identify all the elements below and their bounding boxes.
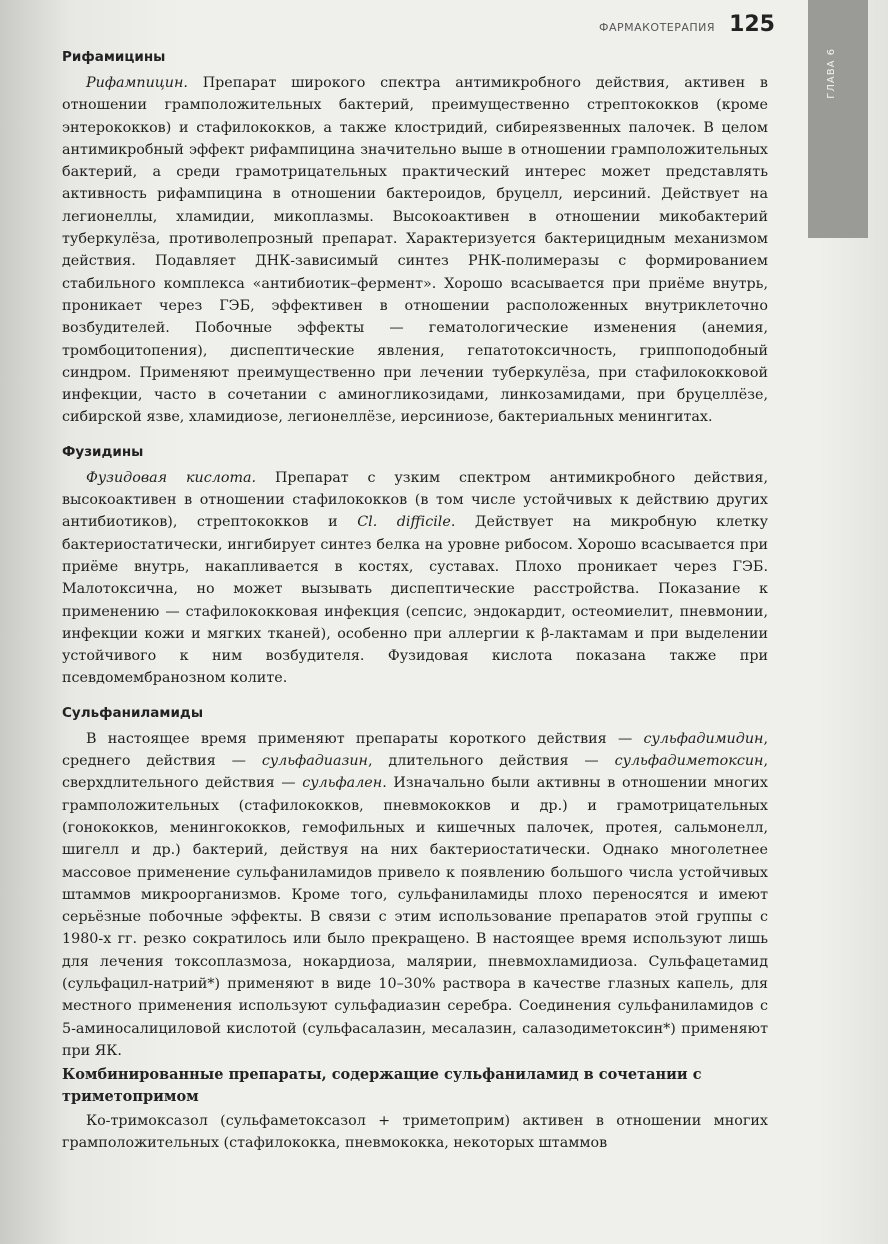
paragraph-rifampicin xyxy=(62,72,768,429)
paragraph-text: . Изначально были активны в отношении многих грамположительных (стафилококков, пневмококков и др.) и грамотрицательных (гонококков, менингококков, гемофильных и кишечных палочек, протея, сальмонелл, шигелл и др.) бактерий, действуя на них бактериостатически. Однако многолетнее массовое применение сульфаниламидов привело к появлению большого числа устойчивых штаммов микроорганизмов. Кроме того, сульфаниламиды плохо переносятся и имеют серьёзные побочные эффекты. В связи с этим использование препаратов этой группы с 1980-х гг. резко сократилось или было прекращено. В настоящее время используют лишь для лечения токсоплазмоза, нокардиоза, малярии, пневмохламидиоза. Сульфацетамид (сульфацил-натрий*) применяют в виде 10–30% раствора в качестве глазных капель, для местного применения используют сульфадиазин серебра. Соединения сульфаниламидов с 5-аминосалициловой кислотой (сульфасалазин, месалазин, салазодиметоксин*) применяют при ЯК. xyxy=(62,775,768,1059)
drug-name: сульфадиазин xyxy=(261,753,368,770)
page-content xyxy=(62,46,768,1155)
paragraph-text: , среднего действия — xyxy=(62,730,768,770)
drug-name: сульфадимидин xyxy=(643,730,764,747)
paragraph-text: В настоящее время применяют препараты короткого действия — xyxy=(86,730,644,747)
page-number: 125 xyxy=(729,12,775,37)
section-title-fusidines: Фузидины xyxy=(62,443,144,460)
paragraph-text: . Действует на микробную клетку бактериостатически, ингибирует синтез белка на уровне рибосом. Хорошо всасывается при приёме внутрь, накапливается в костях, суставах. Плохо проникает через ГЭБ. Малотоксична, но может вызывать диспептические расстройства. Показание к применению — стафилококковая инфекция (сепсис, эндокардит, остеомиелит, пневмонии, инфекции кожи и мягких тканей), особенно при аллергии к β-лактамам и при выделении устойчивого к ним возбудителя. Фузидовая кислота показана также при псевдомембранозном колите. xyxy=(62,514,769,687)
paragraph-co-trimoxazole: Ко-тримоксазол (сульфаметоксазол + триметоприм) активен в отношении многих грамположительных (стафилококка, пневмококка, некоторых штаммов xyxy=(62,1113,768,1152)
paragraph-text: Препарат с узким спектром антимикробного действия, высокоактивен в отношении стафилококков (в том числе устойчивых к действию других антибиотиков), стрептококков и xyxy=(62,469,768,531)
paragraph-sulfonamides xyxy=(62,728,768,1062)
paragraph-text: , длительного действия — xyxy=(367,753,615,770)
drug-name-rifampicin: Рифампицин. xyxy=(86,75,188,91)
species-name: Cl. difficile xyxy=(357,514,451,531)
drug-name: сульфален xyxy=(302,775,383,792)
paragraph-text: , сверхдлительного действия — xyxy=(62,753,769,792)
page-header xyxy=(575,12,775,42)
section-title-combined: Комбинированные препараты, содержащие сульфаниламид в сочетании с триметопримом xyxy=(62,1066,702,1106)
section-title-sulfonamides: Сульфаниламиды xyxy=(62,704,204,721)
chapter-tab-label: ГЛАВА 6 xyxy=(826,48,837,99)
chapter-tab xyxy=(808,0,868,238)
paragraph-text: Препарат широкого спектра антимикробного действия, активен в отношении грамположительных бактерий, преимущественно стрептококков (кроме энтерококков) и стафилококков, а также клостридий, сибиреязвенных палочек. В целом антимикробный эффект рифампицина значительно выше в отношении грамположительных бактерий, а среди грамотрицательных практический интерес может представлять активность рифампицина в отношении бактероидов, бруцелл, иерсиний. Действует на легионеллы, хламидии, микоплазмы. Высокоактивен в отношении микобактерий туберкулёза, противолепрозный препарат. Характеризуется бактерицидным механизмом действия. Подавляет ДНК-зависимый синтез РНК-полимеразы с формированием стабильного комплекса «антибиотик–фермент». Хорошо всасывается при приёме внутрь, проникает через ГЭБ, эффективен в отношении расположенных внутриклеточно возбудителей. Побочные эффекты — гематологические изменения (анемия, тромбоцитопения), диспептические явления, гепатотоксичность, гриппоподобный синдром. Применяют преимущественно при лечении туберкулёза, при стафилококковой инфекции, часто в сочетании с аминогликозидами, линкозамидами, при бруцеллёзе, сибирской язве, хламидиозе, легионеллёзе, иерсиниозе, бактериальных менингитах. xyxy=(62,75,768,426)
drug-name: сульфадиметоксин xyxy=(614,753,764,770)
section-title-rifamycins: Рифамицины xyxy=(62,49,166,65)
paragraph-fusidic-acid xyxy=(62,467,768,690)
drug-name-fusidic-acid: Фузидовая кислота. xyxy=(86,469,257,486)
running-head: ФАРМАКОТЕРАПИЯ xyxy=(598,21,716,34)
